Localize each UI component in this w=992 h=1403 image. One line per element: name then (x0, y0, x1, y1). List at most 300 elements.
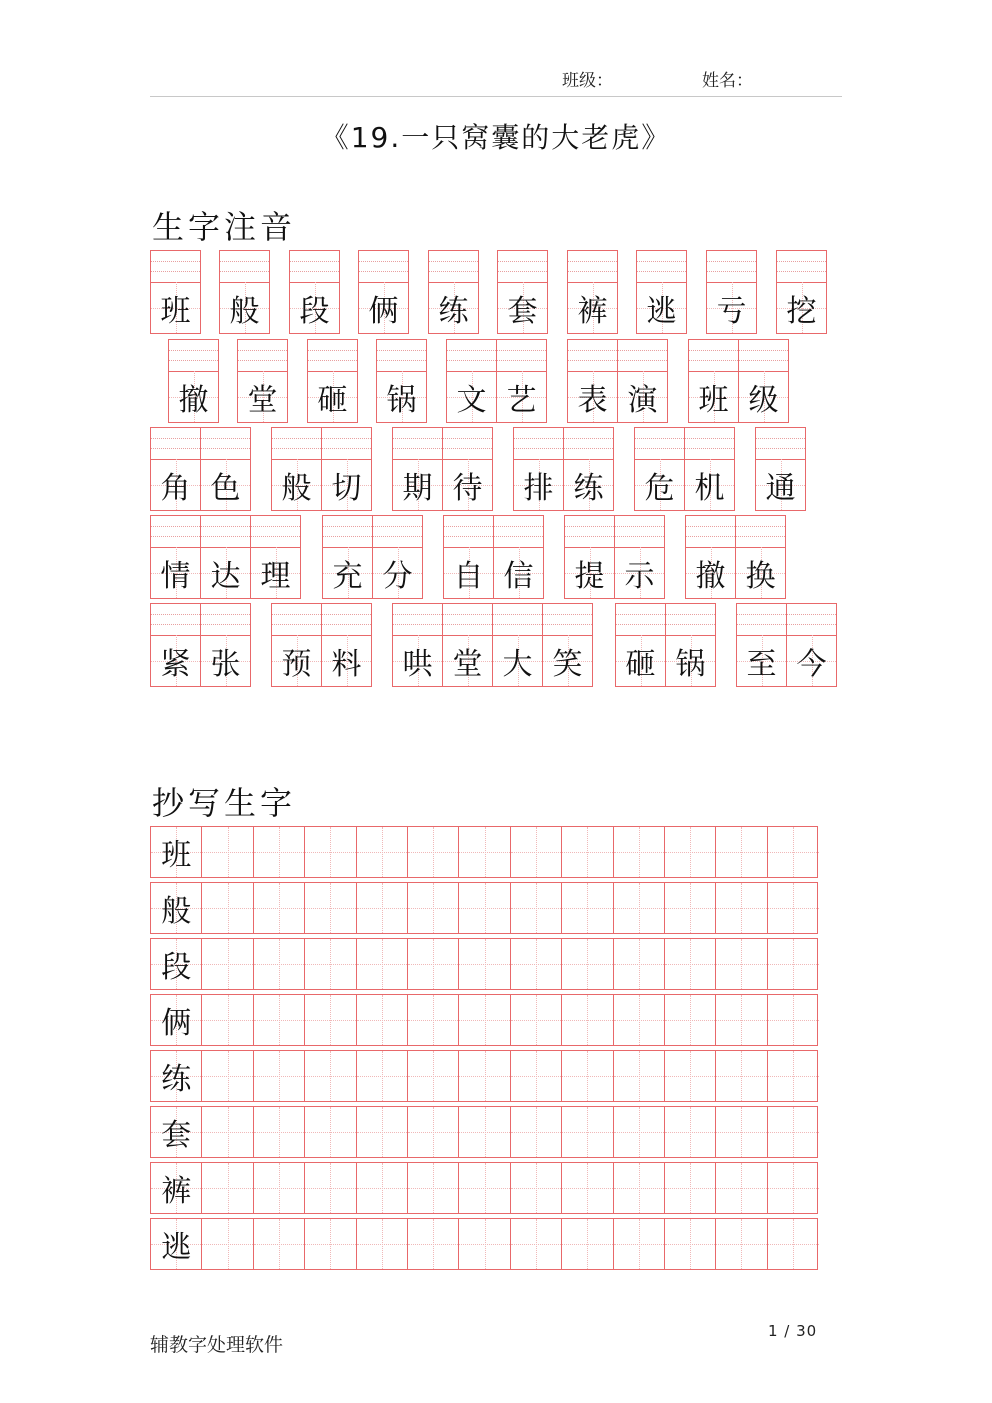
hanzi-char: 段 (299, 293, 330, 329)
pinyin-cell (446, 339, 497, 423)
pinyin-blank[interactable] (777, 251, 826, 283)
pinyin-word-unit (392, 427, 492, 511)
pinyin-cell (564, 515, 615, 599)
pinyin-blank[interactable] (220, 251, 269, 283)
pinyin-blank[interactable] (616, 604, 665, 636)
pinyin-word-unit (446, 339, 546, 423)
pinyin-word-unit (513, 427, 613, 511)
class-label: 班级： (562, 71, 613, 91)
practice-cell[interactable] (562, 939, 613, 989)
model-char: 俩 (161, 1006, 192, 1041)
practice-cell[interactable] (459, 883, 510, 933)
pinyin-word-unit (358, 250, 408, 334)
hanzi-char: 紧 (160, 646, 191, 682)
practice-cell[interactable] (768, 939, 819, 989)
pinyin-blank[interactable] (737, 604, 786, 636)
pinyin-blank[interactable] (322, 428, 371, 460)
model-char-cell (151, 1163, 202, 1213)
practice-cell[interactable] (665, 1219, 716, 1269)
pinyin-cell (321, 603, 372, 687)
pinyin-blank[interactable] (238, 340, 287, 372)
practice-cell[interactable] (305, 883, 356, 933)
pinyin-cell (168, 339, 219, 423)
hanzi-char: 提 (574, 558, 605, 594)
header (150, 66, 842, 96)
practice-cell[interactable] (716, 1107, 767, 1157)
hanzi-char: 俩 (368, 293, 399, 329)
pinyin-cell (684, 427, 735, 511)
hanzi-char: 切 (331, 470, 362, 506)
pinyin-blank[interactable] (377, 340, 426, 372)
practice-cell[interactable] (768, 995, 819, 1045)
pinyin-blank[interactable] (494, 516, 543, 548)
pinyin-blank[interactable] (251, 516, 300, 548)
hanzi-char: 撤 (178, 382, 209, 418)
hanzi-char: 锅 (386, 382, 417, 418)
hanzi-char: 预 (281, 646, 312, 682)
pinyin-word-unit (322, 515, 422, 599)
practice-cell[interactable] (511, 883, 562, 933)
hanzi-char: 大 (502, 646, 533, 682)
practice-cell[interactable] (768, 1163, 819, 1213)
pinyin-cell (496, 339, 547, 423)
hanzi-char: 裤 (577, 293, 608, 329)
pinyin-word-unit (636, 250, 686, 334)
hanzi-char: 情 (160, 558, 191, 594)
practice-cell[interactable] (202, 827, 253, 877)
practice-cell[interactable] (305, 1219, 356, 1269)
practice-cell[interactable] (614, 939, 665, 989)
pinyin-blank[interactable] (359, 251, 408, 283)
practice-cell[interactable] (665, 995, 716, 1045)
pinyin-cell (442, 427, 493, 511)
pinyin-blank[interactable] (637, 251, 686, 283)
practice-cell[interactable] (254, 1219, 305, 1269)
practice-cell[interactable] (768, 1219, 819, 1269)
pinyin-blank[interactable] (707, 251, 756, 283)
practice-cell[interactable] (408, 1107, 459, 1157)
practice-cell[interactable] (408, 939, 459, 989)
practice-cell[interactable] (716, 1163, 767, 1213)
practice-cell[interactable] (305, 1163, 356, 1213)
practice-cell[interactable] (665, 883, 716, 933)
practice-cell[interactable] (459, 995, 510, 1045)
pinyin-cell (150, 427, 201, 511)
hanzi-char: 排 (523, 470, 554, 506)
hanzi-char: 至 (746, 646, 777, 682)
practice-cell[interactable] (408, 883, 459, 933)
practice-cell[interactable] (202, 883, 253, 933)
practice-cell[interactable] (716, 827, 767, 877)
hanzi-char: 机 (694, 470, 725, 506)
pinyin-cell (617, 339, 668, 423)
pinyin-word-unit (150, 250, 200, 334)
pinyin-word-unit (271, 603, 371, 687)
practice-cell[interactable] (357, 883, 408, 933)
copy-row (150, 1106, 818, 1158)
pinyin-blank[interactable] (201, 428, 250, 460)
pinyin-blank[interactable] (686, 516, 735, 548)
practice-cell[interactable] (357, 995, 408, 1045)
pinyin-cell (786, 603, 837, 687)
hanzi-char: 今 (796, 646, 827, 682)
practice-cell[interactable] (614, 1051, 665, 1101)
pinyin-blank[interactable] (443, 604, 492, 636)
hanzi-char: 换 (745, 558, 776, 594)
pinyin-cell (150, 250, 201, 334)
hanzi-char: 信 (503, 558, 534, 594)
hanzi-char: 堂 (452, 646, 483, 682)
section-heading-pinyin: 生字注音 (152, 208, 297, 246)
practice-cell[interactable] (254, 1163, 305, 1213)
hanzi-char: 砸 (317, 382, 348, 418)
hanzi-char: 理 (260, 558, 291, 594)
practice-cell[interactable] (716, 939, 767, 989)
hanzi-char: 演 (627, 382, 658, 418)
practice-cell[interactable] (562, 827, 613, 877)
hanzi-char: 待 (452, 470, 483, 506)
practice-cell[interactable] (202, 1051, 253, 1101)
practice-cell[interactable] (665, 1107, 716, 1157)
practice-cell[interactable] (408, 1163, 459, 1213)
practice-cell[interactable] (305, 827, 356, 877)
practice-cell[interactable] (357, 827, 408, 877)
hanzi-char: 危 (644, 470, 675, 506)
hanzi-char: 挖 (786, 293, 817, 329)
practice-cell[interactable] (254, 1051, 305, 1101)
practice-cell[interactable] (357, 939, 408, 989)
pinyin-cell (442, 603, 493, 687)
hanzi-char: 通 (765, 470, 796, 506)
model-char-cell (151, 827, 202, 877)
practice-cell[interactable] (562, 1219, 613, 1269)
hanzi-char: 艺 (506, 382, 537, 418)
pinyin-blank[interactable] (151, 604, 200, 636)
pinyin-blank[interactable] (443, 428, 492, 460)
pinyin-blank[interactable] (564, 428, 613, 460)
pinyin-word-unit (615, 603, 715, 687)
pinyin-blank[interactable] (447, 340, 496, 372)
pinyin-word-unit (376, 339, 426, 423)
practice-cell[interactable] (511, 1163, 562, 1213)
practice-cell[interactable] (202, 1163, 253, 1213)
practice-cell[interactable] (562, 995, 613, 1045)
model-char: 套 (161, 1118, 192, 1153)
hanzi-char: 逃 (646, 293, 677, 329)
pinyin-cell (776, 250, 827, 334)
hanzi-char: 般 (281, 470, 312, 506)
hanzi-char: 张 (210, 646, 241, 682)
copy-row (150, 882, 818, 934)
pinyin-blank[interactable] (497, 340, 546, 372)
pinyin-cell (634, 427, 685, 511)
hanzi-char: 套 (507, 293, 538, 329)
practice-cell[interactable] (768, 883, 819, 933)
practice-cell[interactable] (614, 883, 665, 933)
practice-cell[interactable] (562, 1051, 613, 1101)
pinyin-word-unit (150, 427, 250, 511)
model-char-cell (151, 939, 202, 989)
practice-cell[interactable] (357, 1051, 408, 1101)
practice-cell[interactable] (305, 995, 356, 1045)
copy-row (150, 826, 818, 878)
pinyin-cell (200, 427, 251, 511)
pinyin-blank[interactable] (393, 604, 442, 636)
pinyin-blank[interactable] (618, 340, 667, 372)
practice-cell[interactable] (768, 827, 819, 877)
pinyin-word-unit (392, 603, 592, 687)
pinyin-word-unit (219, 250, 269, 334)
pinyin-cell (706, 250, 757, 334)
hanzi-char: 达 (210, 558, 241, 594)
pinyin-blank[interactable] (323, 516, 372, 548)
pinyin-blank[interactable] (290, 251, 339, 283)
practice-cell[interactable] (768, 1107, 819, 1157)
practice-cell[interactable] (716, 1051, 767, 1101)
pinyin-blank[interactable] (565, 516, 614, 548)
practice-cell[interactable] (562, 883, 613, 933)
practice-cell[interactable] (357, 1107, 408, 1157)
pinyin-word-unit (567, 250, 617, 334)
practice-cell[interactable] (254, 1107, 305, 1157)
hanzi-char: 班 (698, 382, 729, 418)
pinyin-blank[interactable] (444, 516, 493, 548)
pinyin-word-unit (443, 515, 543, 599)
pinyin-blank[interactable] (635, 428, 684, 460)
practice-cell[interactable] (614, 827, 665, 877)
pinyin-cell (376, 339, 427, 423)
practice-cell[interactable] (665, 1163, 716, 1213)
pinyin-cell (250, 515, 301, 599)
pinyin-cell (688, 339, 739, 423)
practice-cell[interactable] (254, 883, 305, 933)
pinyin-blank[interactable] (322, 604, 371, 636)
pinyin-blank[interactable] (151, 428, 200, 460)
hanzi-char: 色 (210, 470, 241, 506)
practice-cell[interactable] (665, 1051, 716, 1101)
practice-cell[interactable] (305, 939, 356, 989)
pinyin-blank[interactable] (739, 340, 788, 372)
practice-cell[interactable] (408, 1051, 459, 1101)
pinyin-blank[interactable] (736, 516, 785, 548)
practice-cell[interactable] (716, 1219, 767, 1269)
practice-cell[interactable] (511, 1107, 562, 1157)
pinyin-word-unit (736, 603, 836, 687)
practice-cell[interactable] (202, 995, 253, 1045)
practice-cell[interactable] (614, 1107, 665, 1157)
pinyin-cell (200, 515, 251, 599)
hanzi-char: 练 (573, 470, 604, 506)
pinyin-blank[interactable] (666, 604, 715, 636)
practice-cell[interactable] (254, 995, 305, 1045)
pinyin-blank[interactable] (568, 340, 617, 372)
practice-cell[interactable] (202, 1219, 253, 1269)
pinyin-blank[interactable] (201, 604, 250, 636)
copy-row (150, 1162, 818, 1214)
hanzi-char: 撤 (695, 558, 726, 594)
hanzi-char: 般 (229, 293, 260, 329)
pinyin-word-unit (706, 250, 756, 334)
pinyin-word-unit (271, 427, 371, 511)
pinyin-cell (738, 339, 789, 423)
pinyin-cell (736, 603, 787, 687)
hanzi-char: 班 (160, 293, 191, 329)
pinyin-cell (307, 339, 358, 423)
hanzi-char: 期 (402, 470, 433, 506)
pinyin-cell (219, 250, 270, 334)
hanzi-char: 笑 (552, 646, 583, 682)
hanzi-char: 角 (160, 470, 191, 506)
hanzi-char: 砸 (625, 646, 656, 682)
header-divider (150, 96, 842, 97)
pinyin-cell (615, 603, 666, 687)
practice-cell[interactable] (357, 1219, 408, 1269)
practice-cell[interactable] (768, 1051, 819, 1101)
pinyin-cell (567, 339, 618, 423)
hanzi-char: 自 (453, 558, 484, 594)
pinyin-blank[interactable] (568, 251, 617, 283)
hanzi-char: 级 (748, 382, 779, 418)
pinyin-blank[interactable] (393, 428, 442, 460)
practice-cell[interactable] (511, 939, 562, 989)
hanzi-char: 文 (456, 382, 487, 418)
pinyin-cell (150, 603, 201, 687)
pinyin-blank[interactable] (756, 428, 805, 460)
copy-row (150, 994, 818, 1046)
pinyin-word-unit (776, 250, 826, 334)
practice-cell[interactable] (562, 1163, 613, 1213)
model-char-cell (151, 1107, 202, 1157)
copy-row (150, 1218, 818, 1270)
practice-cell[interactable] (305, 1107, 356, 1157)
footer-software: 辅教字处理软件 (150, 1334, 284, 1356)
model-char-cell (151, 1219, 202, 1269)
practice-cell[interactable] (511, 1219, 562, 1269)
pinyin-cell (493, 515, 544, 599)
practice-cell[interactable] (716, 883, 767, 933)
pinyin-cell (567, 250, 618, 334)
practice-cell[interactable] (408, 827, 459, 877)
pinyin-blank[interactable] (685, 428, 734, 460)
page-number: 1 / 30 (768, 1322, 818, 1340)
pinyin-blank[interactable] (493, 604, 542, 636)
practice-cell[interactable] (202, 939, 253, 989)
pinyin-word-unit (150, 515, 300, 599)
pinyin-blank[interactable] (543, 604, 592, 636)
pinyin-cell (321, 427, 372, 511)
practice-cell[interactable] (614, 1219, 665, 1269)
practice-cell[interactable] (511, 827, 562, 877)
pinyin-blank[interactable] (373, 516, 422, 548)
pinyin-blank[interactable] (514, 428, 563, 460)
pinyin-blank[interactable] (272, 604, 321, 636)
document-title: 《19.一只窝囊的大老虎》 (320, 121, 672, 154)
hanzi-char: 分 (382, 558, 413, 594)
practice-cell[interactable] (459, 827, 510, 877)
pinyin-blank[interactable] (689, 340, 738, 372)
practice-cell[interactable] (716, 995, 767, 1045)
model-char-cell (151, 1051, 202, 1101)
pinyin-blank[interactable] (787, 604, 836, 636)
pinyin-word-unit (289, 250, 339, 334)
practice-cell[interactable] (254, 939, 305, 989)
practice-cell[interactable] (459, 939, 510, 989)
hanzi-char: 练 (438, 293, 469, 329)
pinyin-blank[interactable] (615, 516, 664, 548)
pinyin-word-unit (428, 250, 478, 334)
practice-cell[interactable] (305, 1051, 356, 1101)
hanzi-char: 示 (624, 558, 655, 594)
practice-cell[interactable] (357, 1163, 408, 1213)
practice-cell[interactable] (408, 1219, 459, 1269)
pinyin-cell (492, 603, 543, 687)
copy-row (150, 1050, 818, 1102)
model-char: 段 (161, 950, 192, 985)
pinyin-blank[interactable] (151, 516, 200, 548)
pinyin-cell (271, 427, 322, 511)
pinyin-blank[interactable] (308, 340, 357, 372)
pinyin-cell (428, 250, 479, 334)
pinyin-cell (665, 603, 716, 687)
practice-cell[interactable] (459, 1219, 510, 1269)
pinyin-blank[interactable] (498, 251, 547, 283)
pinyin-cell (443, 515, 494, 599)
practice-cell[interactable] (459, 1051, 510, 1101)
hanzi-char: 锅 (675, 646, 706, 682)
hanzi-char: 表 (577, 382, 608, 418)
pinyin-cell (392, 427, 443, 511)
pinyin-cell (372, 515, 423, 599)
hanzi-char: 堂 (247, 382, 278, 418)
model-char: 般 (161, 894, 192, 929)
pinyin-cell (563, 427, 614, 511)
practice-cell[interactable] (562, 1107, 613, 1157)
pinyin-cell (755, 427, 806, 511)
practice-cell[interactable] (614, 1163, 665, 1213)
pinyin-blank[interactable] (272, 428, 321, 460)
pinyin-cell (200, 603, 251, 687)
practice-cell[interactable] (665, 939, 716, 989)
practice-cell[interactable] (408, 995, 459, 1045)
pinyin-word-unit (685, 515, 785, 599)
pinyin-cell (237, 339, 288, 423)
pinyin-blank[interactable] (429, 251, 478, 283)
model-char: 练 (161, 1062, 192, 1097)
pinyin-word-unit (564, 515, 664, 599)
practice-cell[interactable] (511, 1051, 562, 1101)
practice-cell[interactable] (459, 1163, 510, 1213)
practice-cell[interactable] (254, 827, 305, 877)
practice-cell[interactable] (665, 827, 716, 877)
pinyin-word-unit (497, 250, 547, 334)
pinyin-cell (322, 515, 373, 599)
pinyin-cell (150, 515, 201, 599)
pinyin-blank[interactable] (151, 251, 200, 283)
practice-cell[interactable] (614, 995, 665, 1045)
pinyin-blank[interactable] (169, 340, 218, 372)
pinyin-blank[interactable] (201, 516, 250, 548)
practice-cell[interactable] (202, 1107, 253, 1157)
pinyin-cell (614, 515, 665, 599)
practice-cell[interactable] (511, 995, 562, 1045)
practice-cell[interactable] (459, 1107, 510, 1157)
pinyin-word-unit (755, 427, 805, 511)
pinyin-cell (392, 603, 443, 687)
pinyin-cell (497, 250, 548, 334)
pinyin-word-unit (237, 339, 287, 423)
model-char: 班 (161, 838, 192, 873)
pinyin-cell (271, 603, 322, 687)
